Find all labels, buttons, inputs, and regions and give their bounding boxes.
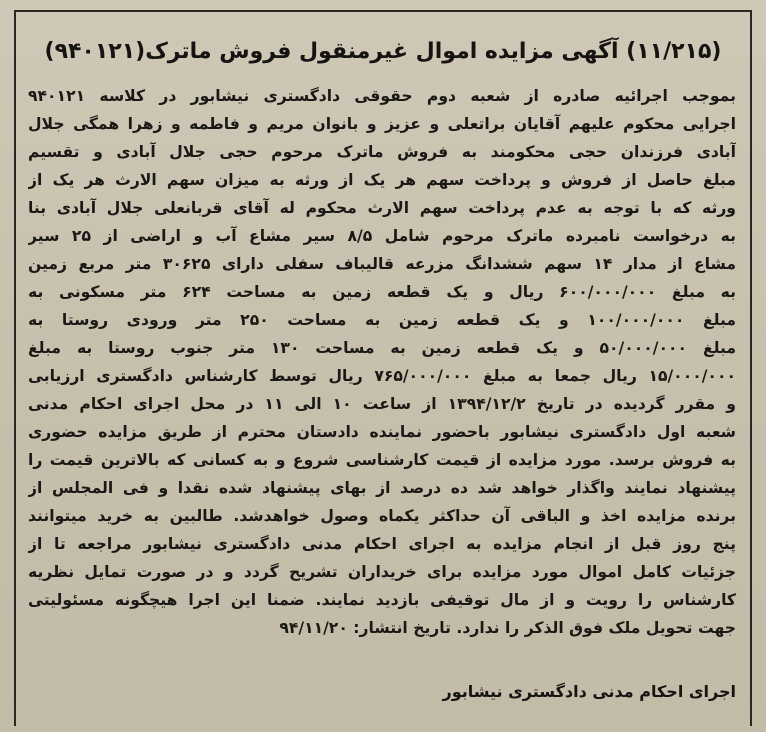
notice-line-18: جزئیات کامل اموال مورد مزایده برای خریداران تشریح گردد و در صورت تمایل نظریه — [28, 563, 736, 581]
notice-line-12: و مقرر گردیده در تاریخ ۱۳۹۴/۱۲/۲ از ساعت ۱۰ الی ۱۱ در محل اجرای احکام مدنی — [28, 395, 736, 413]
notice-line-20: جهت تحویل ملک فوق الذکر را ندارد. تاریخ انتشار: ۹۴/۱۱/۲۰ — [279, 619, 736, 637]
notice-line-5: ورثه که با توجه به عدم پرداخت سهم الارث محکوم له آقای قربانعلی جلال آبادی بنا — [28, 199, 736, 217]
notice-line-9: مبلغ ۱۰۰/۰۰۰/۰۰۰ و یک قطعه زمین به مساحت ۲۵۰ متر ورودی روستا به — [28, 311, 736, 329]
notice-line-17: پنج روز قبل از انجام مزایده به اجرای احکام مدنی دادگستری نیشابور مراجعه تا از — [28, 535, 736, 553]
notice-line-13: شعبه اول دادگستری نیشابور باحضور نماینده دادستان محترم از طریق مزایده حضوری — [28, 423, 736, 441]
notice-line-19: کارشناس را رویت و از مال توقیفی بازدید نمایند. ضمنا این اجرا هیچگونه مسئولیتی — [28, 591, 736, 609]
notice-line-11: ۱۵/۰۰۰/۰۰۰ ریال جمعا به مبلغ ۷۶۵/۰۰۰/۰۰۰ ریال توسط کارشناس دادگستری ارزیابی — [28, 367, 736, 385]
notice-line-14: به فروش برسد. مورد مزایده از قیمت کارشناسی شروع و به کسانی که بالاترین قیمت را — [28, 451, 736, 469]
notice-line-6: به درخواست نامبرده ماترک مرحوم شامل ۸/۵ سیر مشاع آب و اراضی از ۲۵ سیر — [28, 227, 736, 245]
notice-line-15: پیشنهاد نمایند واگذار خواهد شد ده درصد از بهای پیشنهاد شده نقدا و فی المجلس از — [28, 479, 736, 497]
notice-line-7: مشاع از مدار ۱۴ سهم ششدانگ مزرعه قالیباف سفلی دارای ۳۰۶۲۵ متر مربع زمین — [28, 255, 736, 273]
notice-line-3: آبادی فرزندان حجی محکومند به فروش ماترک مرحوم حجی جلال آبادی و تقسیم — [28, 143, 736, 161]
notice-line-16: برنده مزایده اخذ و الباقی آن حداکثر یکماه وصول خواهدشد. طالبین به خرید میتوانند — [28, 507, 736, 525]
notice-title: (۱۱/۲۱۵) آگهی مزایده اموال غیرمنقول فروش ماترک(۹۴۰۱۲۱) — [44, 39, 722, 64]
notice-line-10: مبلغ ۵۰/۰۰۰/۰۰۰ و یک قطعه زمین به مساحت ۱۳۰ متر جنوب روستا به مبلغ — [28, 339, 736, 357]
notice-line-1: بموجب اجرائیه صادره از شعبه دوم حقوقی دادگستری نیشابور در کلاسه ۹۴۰۱۲۱ — [28, 87, 736, 105]
notice-line-2: اجرایی محکوم علیهم آقایان براتعلی و عزیز و بانوان مریم و فاطمه و زهرا همگی جلال — [28, 115, 736, 133]
notice-line-8: به مبلغ ۶۰۰/۰۰۰/۰۰۰ ریال و یک قطعه زمین به مساحت ۶۲۴ متر مسکونی به — [28, 283, 736, 301]
notice-line-4: مبلغ حاصل از فروش و پرداخت سهم هر یک از ورثه به میزان سهم الارث هر یک از — [28, 171, 736, 189]
issuer-signature: اجرای احکام مدنی دادگستری نیشابور — [442, 682, 736, 701]
